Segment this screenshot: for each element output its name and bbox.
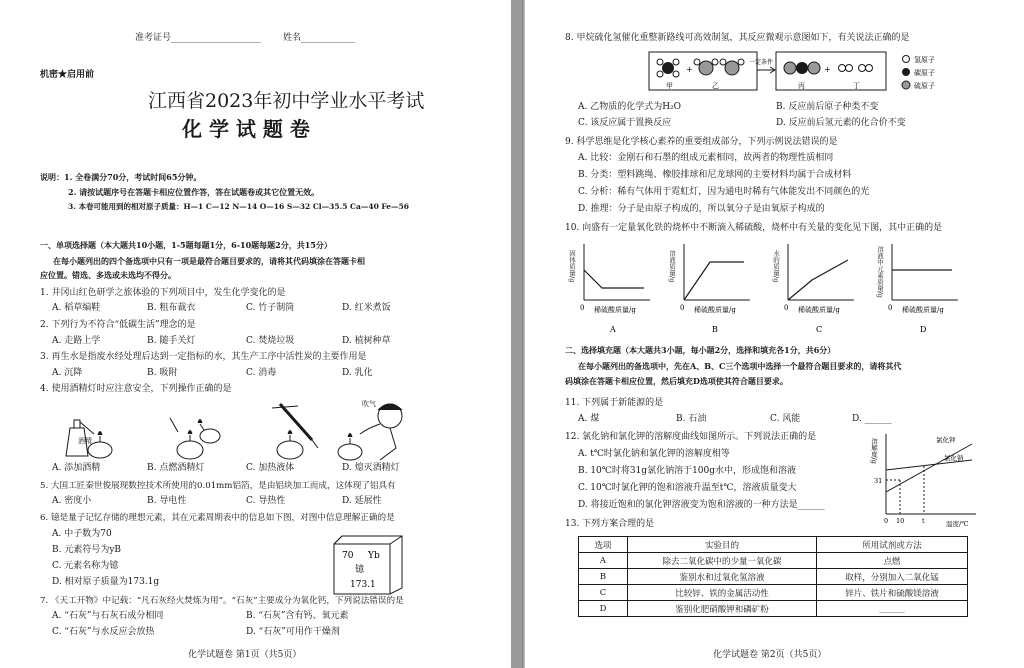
- svg-text:0: 0: [884, 517, 889, 525]
- q8-option-a: A. 乙物质的化学式为H₂O: [578, 102, 682, 112]
- row-b-method: 取样，分别加入二氧化锰: [817, 569, 968, 585]
- kcl-label: 氯化钾: [936, 436, 956, 444]
- row-a-method: 点燃: [817, 553, 968, 569]
- graph-d-ylabel: 溶液中元素质量/g: [876, 246, 884, 298]
- row-b-option: B: [579, 569, 628, 585]
- row-d-method: ______: [817, 601, 968, 617]
- q1-option-d: D. 红米煮饭: [342, 303, 391, 313]
- alcohol-label: 酒精: [78, 437, 92, 445]
- table-row: [579, 569, 968, 585]
- q7-option-a: A. “石灰”与石灰石成分相同: [52, 611, 164, 621]
- q4-option-d: D. 熄灭酒精灯: [342, 463, 400, 473]
- reactant-label-jia: 甲: [666, 82, 673, 90]
- flame-icon: [288, 431, 292, 435]
- q7-option-d: D. “石灰”可用作干燥剂: [246, 627, 340, 637]
- nacl-label: 氯化钠: [944, 454, 964, 462]
- q13-stem: 13. 下列方案合理的是: [565, 519, 655, 529]
- solubility-ylabel: 溶解度/g: [870, 438, 878, 464]
- q5-option-c: C. 导热性: [246, 496, 286, 506]
- q9-option-d: D. 推理：分子是由原子构成的，所以氧分子是由氧原子构成的: [578, 204, 825, 214]
- q7-stem: 7. 《天工开物》中记载：“凡石灰经火焚炼为用”。“石灰”主要成分为氧化钙，下列说法错误的是: [40, 596, 404, 606]
- reaction-condition: 一定条件: [749, 59, 774, 66]
- q8-reaction-diagram: [648, 50, 888, 96]
- hydrogen-atom-icon: [903, 56, 910, 63]
- page-shadow: [522, 0, 525, 668]
- q4-option-b: B. 点燃酒精灯: [147, 463, 205, 473]
- atomic-mass: 173.1: [350, 580, 376, 590]
- q4-stem: 4. 使用酒精灯时应注意安全，下列操作正确的是: [40, 384, 232, 394]
- section2-instruction-2: 码填涂在答题卡相应位置，然后填充D选项使其符合题目要求。: [565, 376, 788, 386]
- table-row: [579, 601, 968, 617]
- exam-number-field: 准考证号____________________: [135, 33, 262, 43]
- q6-option-a: A. 中子数为70: [52, 529, 112, 539]
- paper-subtitle: 化 学 试 题 卷: [182, 117, 310, 141]
- q6-option-d: D. 相对原子质量为173.1g: [52, 577, 160, 587]
- q5-option-a: A. 密度小: [52, 496, 92, 506]
- q1-option-b: B. 粗布裁衣: [147, 303, 196, 313]
- graph-a-xlabel: 稀硫酸质量/g: [594, 306, 636, 314]
- q5-stem: 5. 大国工匠秦世俊展现数控技术所使用的0.01mm铝箔，是由铝块加工而成，这体现了铝具有: [40, 481, 396, 491]
- figure-d-blowing-out: [338, 404, 402, 460]
- q6-option-c: C. 元素名称为镱: [52, 561, 119, 571]
- row-a-purpose: 除去二氧化碳中的少量一氧化碳: [628, 553, 817, 569]
- section2-instruction-1: 在每小题列出的备选项中，先在A、B、C三个选项中选择一个最符合题目要求的，请将其代: [578, 361, 902, 371]
- q13-table: [578, 536, 968, 617]
- q2-option-a: A. 走路上学: [52, 336, 101, 346]
- q11-option-b: B. 石油: [676, 414, 707, 424]
- q2-stem: 2. 下列行为不符合“低碳生活”理念的是: [40, 320, 196, 330]
- q11-option-c: C. 风能: [770, 414, 801, 424]
- svg-text:0: 0: [784, 304, 789, 312]
- row-d-purpose: 鉴别化肥硝酸钾和磷矿粉: [628, 601, 817, 617]
- exam-title: 江西省2023年初中学业水平考试: [148, 90, 425, 112]
- flame-icon: [98, 432, 102, 436]
- q12-solubility-graph: [872, 430, 982, 530]
- q4-option-a: A. 添加酒精: [52, 463, 101, 473]
- graph-c-letter: C: [816, 325, 823, 334]
- section2-title: 二、选择填充题（本大题共3小题，每小题2分，选择和填充各1分，共6分）: [565, 345, 836, 355]
- header-purpose: 实验目的: [628, 537, 817, 553]
- carbon-atom-icon: [902, 68, 910, 76]
- figure-c-heating-liquid: [272, 404, 318, 459]
- element-name: 镱: [355, 565, 365, 575]
- graph-b: [668, 244, 750, 300]
- graph-b-letter: B: [712, 325, 718, 334]
- q9-option-b: B. 分类：塑料跳绳、橡胶排球和尼龙球网的主要材料均属于合成材料: [578, 170, 852, 180]
- header-option: 选项: [579, 537, 628, 553]
- name-field: 姓名____________: [283, 33, 356, 43]
- q8-option-d: D. 反应前后氢元素的化合价不变: [776, 118, 906, 128]
- product-label-bing: 丙: [798, 82, 805, 90]
- row-c-purpose: 比较锌、铁的金属活动性: [628, 585, 817, 601]
- graph-a: [568, 244, 650, 300]
- q8-atom-legend: [900, 50, 970, 96]
- q12-option-b: B. 10℃时将31g氯化钠溶于100g水中，形成饱和溶液: [578, 466, 797, 476]
- q12-option-d: D. 将接近饱和的氯化钾溶液变为饱和溶液的一种方法是______: [578, 500, 825, 510]
- q1-option-a: A. 稻草编鞋: [52, 303, 101, 313]
- row-c-method: 锌片、铁片和硫酸镁溶液: [817, 585, 968, 601]
- periodic-table-cell: [330, 532, 408, 598]
- page-1-footer: 化学试题卷 第1页（共5页）: [188, 650, 302, 660]
- q11-option-d: D. ______: [852, 414, 892, 424]
- temperature-xlabel: 温度/℃: [946, 520, 969, 528]
- svg-text:0: 0: [580, 304, 585, 312]
- section1-title: 一、单项选择题（本大题共10小题，1-5题每题1分，6-10题每题2分，共15分）: [40, 240, 332, 250]
- element-symbol: Yb: [368, 551, 380, 561]
- table-row: [579, 585, 968, 601]
- q3-option-a: A. 沉降: [52, 368, 83, 378]
- graph-b-ylabel: 溶液质量/g: [668, 250, 676, 283]
- svg-text:10: 10: [896, 517, 905, 525]
- q2-option-d: D. 植树种草: [342, 336, 391, 346]
- q6-stem: 6. 镱是量子记忆存储的理想元素，其在元素周期表中的信息如下图，对图中信息理解正确的是: [40, 513, 395, 523]
- svg-text:+: +: [686, 65, 693, 74]
- row-a-option: A: [579, 553, 628, 569]
- note-2: 2. 请按试题序号在答题卡相应位置作答，答在试题卷或其它位置无效。: [68, 187, 320, 197]
- note-1: 说明：1. 全卷满分70分，考试时间65分钟。: [40, 172, 202, 182]
- q1-stem: 1. 井冈山红色研学之旅体验的下列项目中，发生化学变化的是: [40, 288, 286, 298]
- q10-stem: 10. 向盛有一定量氧化铁的烧杯中不断滴入稀硫酸，烧杯中有关量的变化见下图，其中正确的是: [565, 223, 943, 233]
- q12-option-c: C. 10℃时氯化钾的饱和溶液升温至t℃，溶液质量变大: [578, 483, 797, 493]
- q4-option-c: C. 加热液体: [246, 463, 295, 473]
- q9-option-c: C. 分析：稀有气体用于霓虹灯，因为通电时稀有气体能发出不同颜色的光: [578, 187, 870, 197]
- graph-d-xlabel: 稀硫酸质量/g: [902, 306, 944, 314]
- blow-label: 吹气: [362, 400, 376, 408]
- q3-option-b: B. 吸附: [147, 368, 178, 378]
- legend-hydrogen: 氢原子: [914, 56, 935, 64]
- y-tick-31: 31: [874, 477, 883, 485]
- q11-stem: 11. 下列属于新能源的是: [565, 398, 664, 408]
- note-3: 3. 本卷可能用到的相对原子质量：H—1 C—12 N—14 O—16 S—32 Cl—35.5 Ca—40 Fe—56: [68, 202, 410, 211]
- graph-d: [876, 244, 958, 300]
- section1-instruction-2: 应位置。错选、多选或未选均不得分。: [40, 270, 176, 280]
- graph-a-ylabel: 固体质量/g: [568, 250, 576, 283]
- svg-text:0: 0: [888, 304, 893, 312]
- section1-instruction-1: 在每小题列出的四个备选项中只有一项是最符合题目要求的，请将其代码填涂在答题卡相: [53, 256, 365, 266]
- q6-option-b: B. 元素符号为yB: [52, 545, 122, 555]
- graph-d-letter: D: [920, 325, 927, 334]
- graph-a-letter: A: [610, 325, 616, 334]
- graph-c-ylabel: 水的质量/g: [772, 250, 780, 283]
- q11-option-a: A. 煤: [578, 414, 600, 424]
- q2-option-c: C. 焚烧垃圾: [246, 336, 295, 346]
- q4-alcohol-lamp-figures: [50, 398, 460, 462]
- q9-stem: 9. 科学思维是化学核心素养的重要组成部分，下列示例说法错误的是: [565, 137, 838, 147]
- q9-option-a: A. 比较：金刚石和石墨的组成元素相同，故两者的物理性质相同: [578, 153, 834, 163]
- q8-option-b: B. 反应前后原子种类不变: [776, 102, 879, 112]
- atomic-number: 70: [342, 551, 354, 561]
- row-d-option: D: [579, 601, 628, 617]
- q12-stem: 12. 氯化钠和氯化钾的溶解度曲线如图所示。下列说法正确的是: [565, 432, 817, 442]
- sulfur-atom-icon: [902, 81, 910, 89]
- q5-option-d: D. 延展性: [342, 496, 382, 506]
- q7-option-b: B. “石灰”含有钙、氧元素: [246, 611, 349, 621]
- product-label-ding: 丁: [853, 82, 860, 90]
- svg-text:0: 0: [680, 304, 685, 312]
- flame-icon: [348, 434, 352, 438]
- q3-stem: 3. 再生水是指废水经处理后达到一定指标的水，其生产工序中活性炭的主要作用是: [40, 352, 367, 362]
- q5-option-b: B. 导电性: [147, 496, 187, 506]
- q3-option-c: C. 消毒: [246, 368, 277, 378]
- graph-b-xlabel: 稀硫酸质量/g: [694, 306, 736, 314]
- flame-icon: [188, 431, 192, 435]
- graph-c: [772, 244, 854, 300]
- table-row: [579, 553, 968, 569]
- q12-option-a: A. t℃时氯化钠和氯化钾的溶解度相等: [578, 449, 730, 459]
- q1-option-c: C. 竹子制筒: [246, 303, 295, 313]
- graph-c-xlabel: 稀硫酸质量/g: [798, 306, 840, 314]
- q10-graphs: [568, 240, 972, 340]
- row-b-purpose: 鉴别水和过氧化氢溶液: [628, 569, 817, 585]
- figure-b-lighting-lamp: [170, 418, 220, 459]
- legend-sulfur: 硫原子: [914, 82, 935, 90]
- legend-carbon: 碳原子: [914, 69, 935, 77]
- page-2-footer: 化学试题卷 第2页（共5页）: [713, 650, 827, 660]
- q3-option-d: D. 乳化: [342, 368, 373, 378]
- q8-stem: 8. 甲烷硫化氢催化重整新路线可高效制氢，其反应微观示意图如下，有关说法正确的是: [565, 33, 910, 43]
- confidential-mark: 机密★启用前: [40, 70, 95, 80]
- table-header-row: [579, 537, 968, 553]
- q8-option-c: C. 该反应属于置换反应: [578, 118, 672, 128]
- header-method: 所用试剂或方法: [817, 537, 968, 553]
- row-c-option: C: [579, 585, 628, 601]
- svg-text:t: t: [922, 517, 925, 525]
- svg-text:+: +: [824, 65, 831, 74]
- reactant-label-yi: 乙: [712, 82, 719, 90]
- q2-option-b: B. 随手关灯: [147, 336, 196, 346]
- q7-option-c: C. “石灰”与水反应会放热: [52, 627, 155, 637]
